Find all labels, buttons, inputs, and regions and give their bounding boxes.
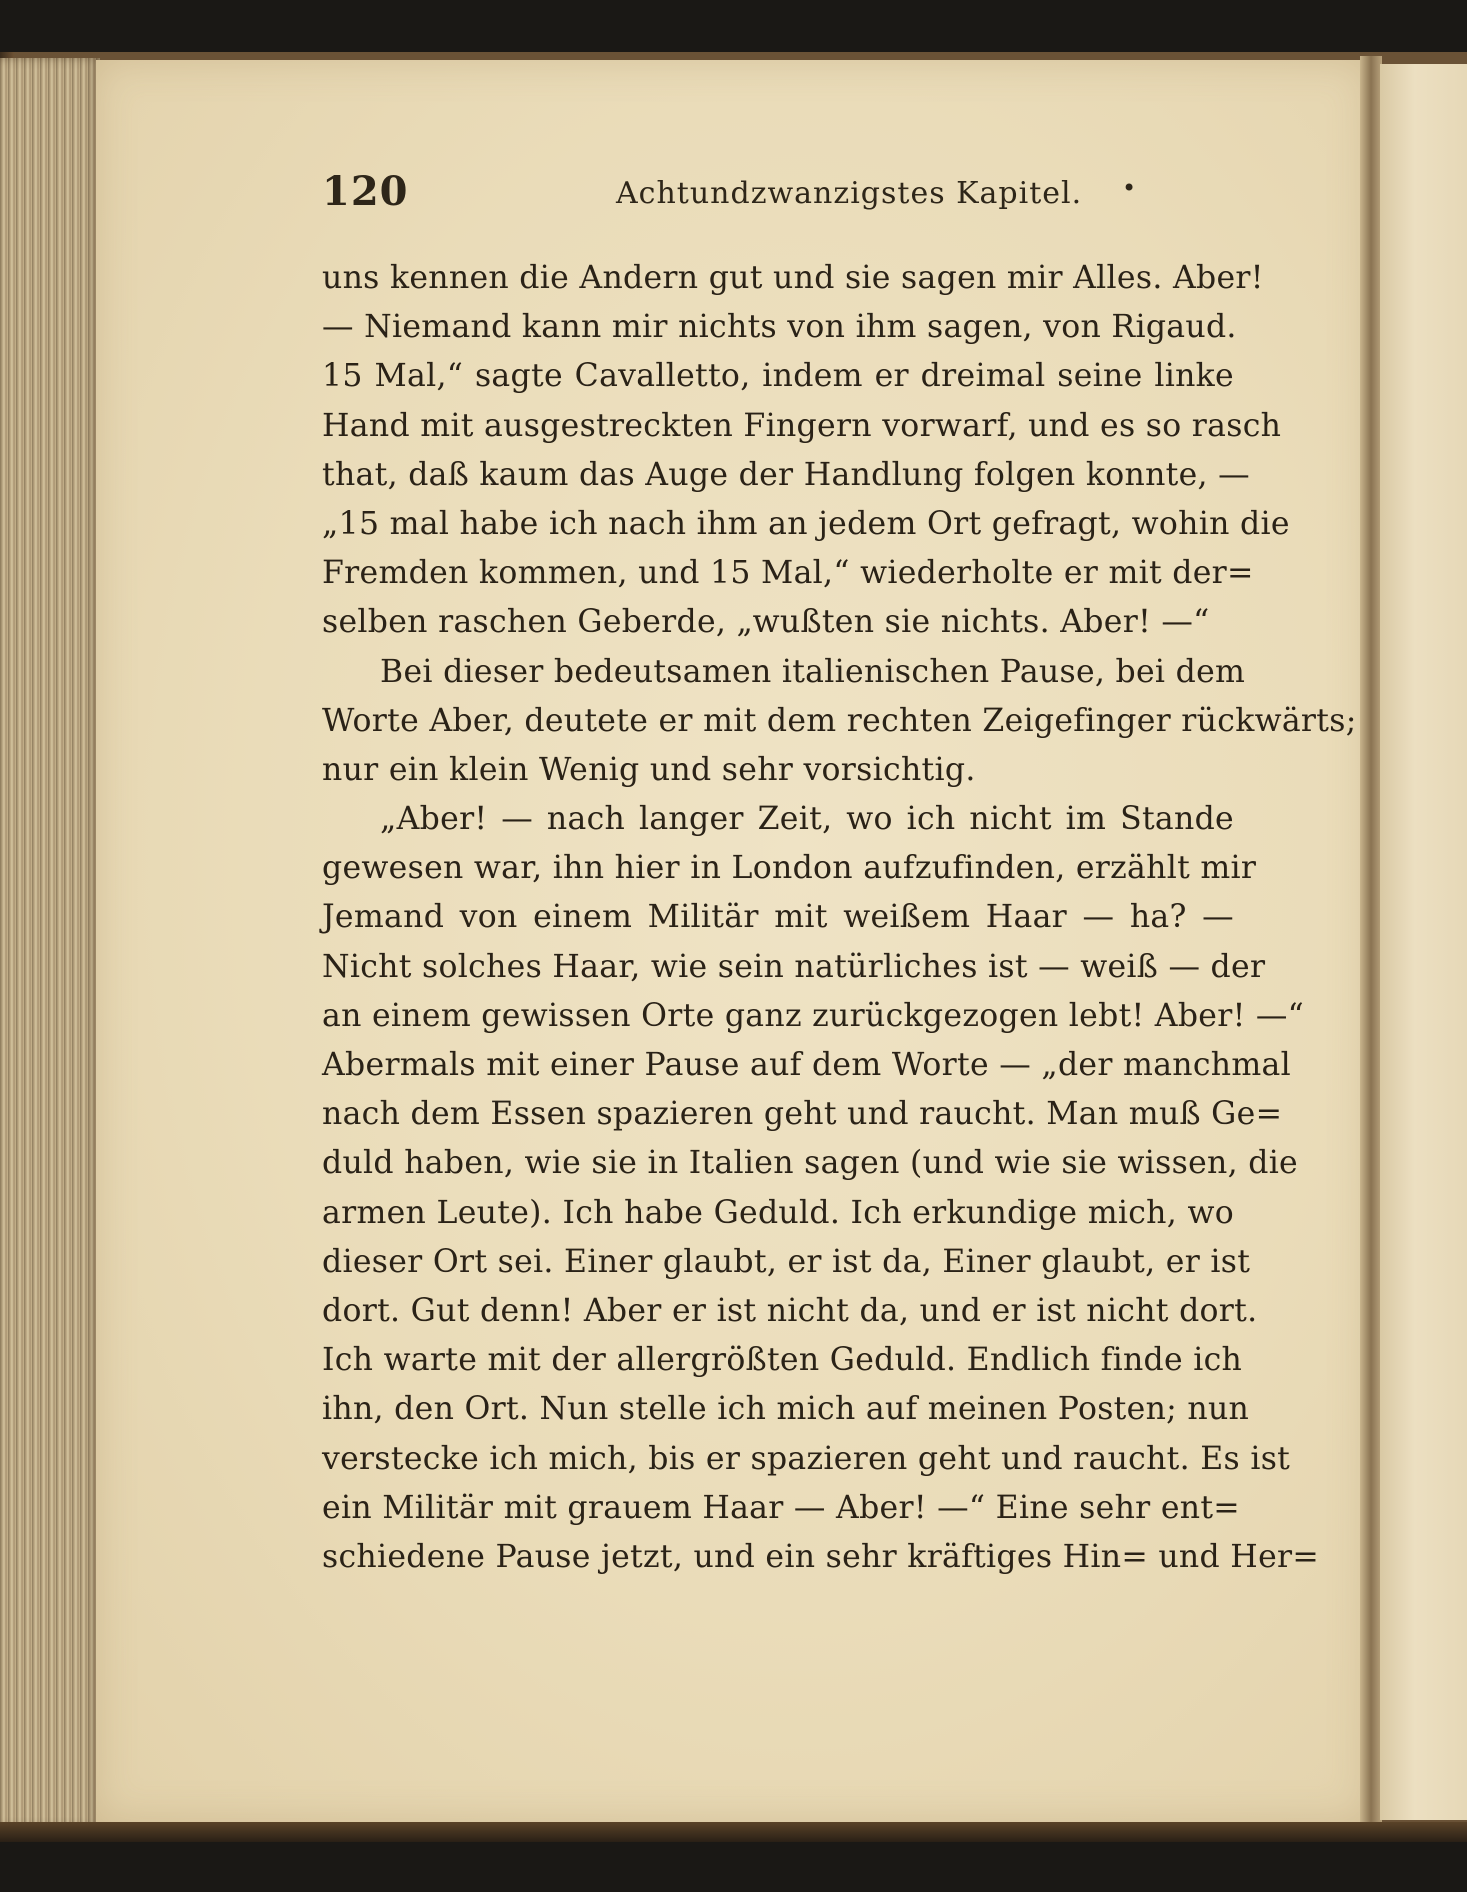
text-line: that, daß kaum das Auge der Handlung folgen konnte, — xyxy=(322,456,1250,493)
book-gutter xyxy=(1360,56,1382,1826)
chapter-title: Achtundzwanzigstes Kapitel. xyxy=(616,176,1083,211)
text-line: nur ein klein Wenig und sehr vorsichtig. xyxy=(322,751,976,788)
text-line: ihn, den Ort. Nun stelle ich mich auf meinen Posten; nun xyxy=(322,1391,1250,1428)
text-line: „15 mal habe ich nach ihm an jedem Ort gefragt, wohin die xyxy=(322,505,1290,542)
text-line: uns kennen die Andern gut und sie sagen mir Alles. Aber! xyxy=(322,260,1264,296)
header-mark: • xyxy=(1122,174,1137,202)
page-number: 120 xyxy=(322,168,409,215)
text-line: an einem gewissen Orte ganz zurückgezogen lebt! Aber! —“ xyxy=(322,997,1305,1034)
text-line: — Niemand kann mir nichts von ihm sagen, von Rigaud. xyxy=(322,309,1237,346)
running-head xyxy=(322,168,1142,218)
text-line: ein Militär mit grauem Haar — Aber! —“ Eine sehr ent= xyxy=(322,1489,1241,1526)
book-bottom-edge xyxy=(0,1822,1467,1842)
text-line: dieser Ort sei. Einer glaubt, er ist da, Einer glaubt, er ist xyxy=(322,1243,1251,1280)
body-text xyxy=(322,254,1357,1582)
text-line: Jemand von einem Militär mit weißem Haar — ha? — xyxy=(322,899,1234,936)
text-line: nach dem Essen spazieren geht und raucht. Man muß Ge= xyxy=(322,1096,1283,1133)
page-edges xyxy=(0,58,100,1828)
text-line: Fremden kommen, und 15 Mal,“ wiederholte er mit der= xyxy=(322,555,1254,592)
text-line: gewesen war, ihn hier in London aufzufinden, erzählt mir xyxy=(322,850,1257,887)
text-line: selben raschen Geberde, „wußten sie nichts. Aber! —“ xyxy=(322,604,1210,641)
text-line: Ich warte mit der allergrößten Geduld. Endlich finde ich xyxy=(322,1342,1243,1379)
text-line: Abermals mit einer Pause auf dem Worte — „der manchmal xyxy=(322,1047,1292,1083)
text-line: Bei dieser bedeutsamen italienischen Pause, bei dem xyxy=(380,653,1246,690)
text-line: verstecke ich mich, bis er spazieren geht und raucht. Es ist xyxy=(322,1440,1291,1477)
facing-page-edge xyxy=(1380,64,1467,1820)
text-line: Nicht solches Haar, wie sein natürliches ist — weiß — der xyxy=(322,948,1266,985)
text-line: „Aber! — nach langer Zeit, wo ich nicht im Stande xyxy=(380,801,1234,838)
text-line: 15 Mal,“ sagte Cavalletto, indem er dreimal seine linke xyxy=(322,358,1234,395)
text-line: Hand mit ausgestreckten Fingern vorwarf, und es so rasch xyxy=(322,407,1282,444)
text-line: schiedene Pause jetzt, und ein sehr kräftiges Hin= und Her= xyxy=(322,1538,1320,1575)
text-line: armen Leute). Ich habe Geduld. Ich erkundige mich, wo xyxy=(322,1194,1234,1231)
text-line: duld haben, wie sie in Italien sagen (und wie sie wissen, die xyxy=(322,1145,1299,1182)
text-line: dort. Gut denn! Aber er ist nicht da, und er ist nicht dort. xyxy=(322,1292,1258,1329)
text-line: Worte Aber, deutete er mit dem rechten Zeigefinger rückwärts; xyxy=(322,702,1357,739)
